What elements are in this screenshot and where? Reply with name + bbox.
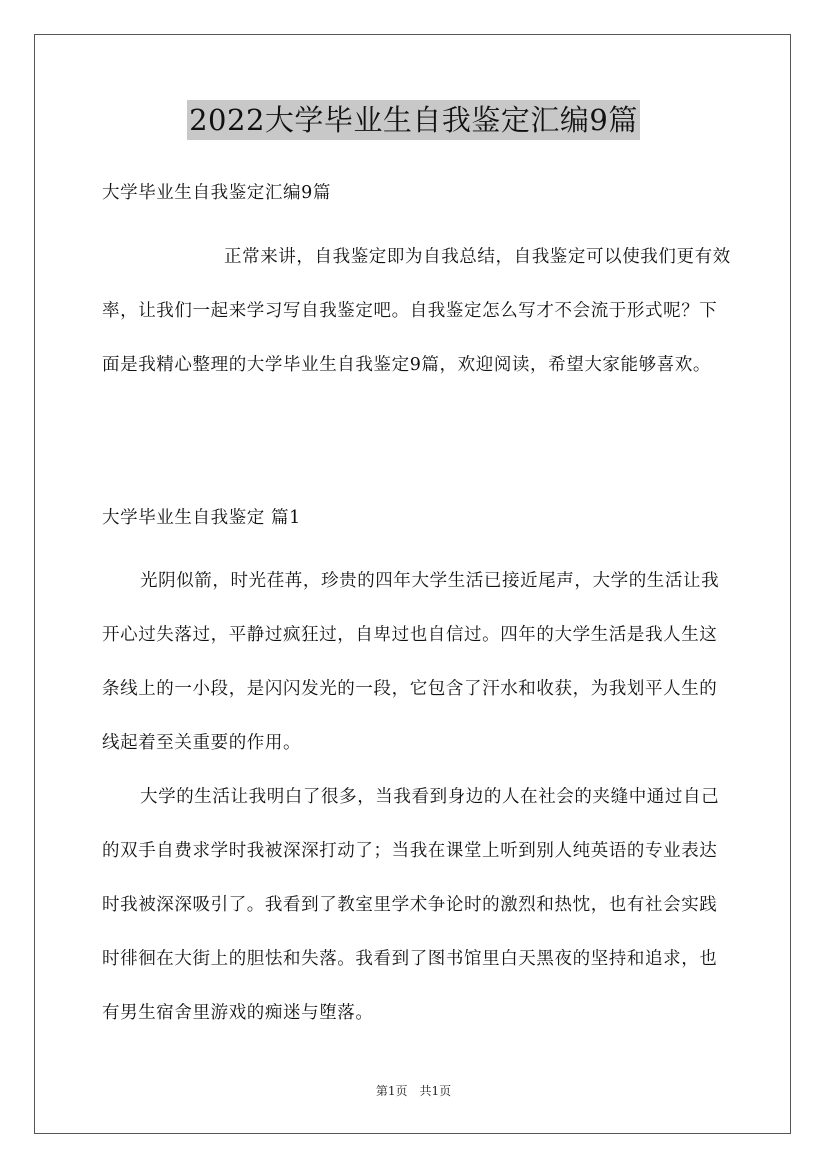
paragraph-2-text: 大学的生活让我明白了很多，当我看到身边的人在社会的夹缝中通过自己的双手自费求学时我被深深打动了；当我在课堂上听到别人纯英语的专业表达时我被深深吸引了。我看到了教室里学术争论时的激烈和热忱，也有社会实践时徘徊在大街上的胆怯和失落。我看到了图书馆里白天黑夜的坚持和追求，也有男生宿舍里游戏的痴迷与堕落。 [102,787,720,1023]
intro-paragraph [102,230,732,392]
page-number-total: 共1页 [419,1084,452,1098]
paragraph-1-text: 光阴似箭，时光荏苒，珍贵的四年大学生活已接近尾声，大学的生活让我开心过失落过，平静过疯狂过，自卑过也自信过。四年的大学生活是我人生这条线上的一小段，是闪闪发光的一段，它包含了汗水和收获，为我划平人生的线起着至关重要的作用。 [102,571,720,753]
intro-text: 正常来讲，自我鉴定即为自我总结，自我鉴定可以使我们更有效率，让我们一起来学习写自我鉴定吧。自我鉴定怎么写才不会流于形式呢？下面是我精心整理的大学毕业生自我鉴定9篇，欢迎阅读，希望大家能够喜欢。 [102,247,731,375]
document-title: 2022大学毕业生自我鉴定汇编9篇 [187,100,640,140]
document-subtitle: 大学毕业生自我鉴定汇编9篇 [102,183,331,203]
section-heading: 大学毕业生自我鉴定 篇1 [102,508,301,528]
page-number-current: 第1页 [375,1084,408,1098]
body-paragraph-2 [102,770,732,1040]
page-footer [0,1083,827,1099]
title-container [0,100,827,140]
body-paragraph-1 [102,554,732,770]
